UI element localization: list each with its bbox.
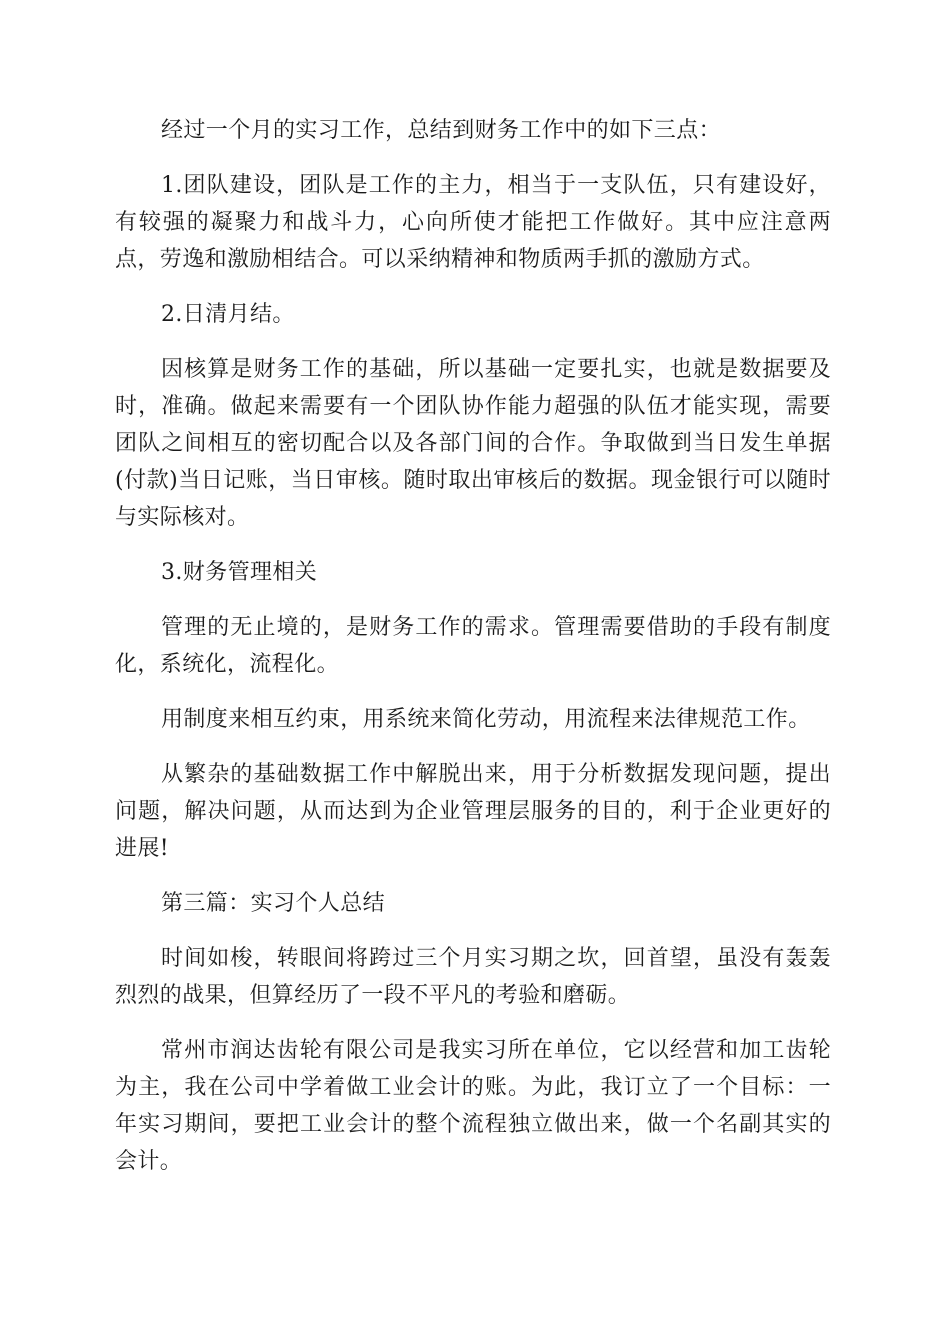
paragraph-part-3-body-2: 常州市润达齿轮有限公司是我实习所在单位，它以经营和加工齿轮为主，我在公司中学着做工业会计的账。为此，我订立了一个目标：一年实习期间，要把工业会计的整个流程独立做出来，做一个名副其实的会计。 — [115, 1038, 831, 1174]
paragraph-point-3-body-3: 从繁杂的基础数据工作中解脱出来，用于分析数据发现问题，提出问题，解决问题，从而达到为企业管理层服务的目的，利于企业更好的进展! — [115, 762, 831, 861]
document-body — [115, 112, 831, 1198]
section-heading-part-3: 第三篇：实习个人总结 — [161, 891, 386, 916]
paragraph-point-2-heading: 2.日清月结。 — [161, 302, 295, 327]
paragraph-point-2-body: 因核算是财务工作的基础，所以基础一定要扎实，也就是数据要及时，准确。做起来需要有一个团队协作能力超强的队伍才能实现，需要团队之间相互的密切配合以及各部门间的合作。争取做到当日发生单据(付款)当日记账，当日审核。随时取出审核后的数据。现金银行可以随时与实际核对。 — [115, 357, 831, 530]
paragraph-part-3-body-1: 时间如梭，转眼间将跨过三个月实习期之坎，回首望，虽没有轰轰烈烈的战果，但算经历了一段不平凡的考验和磨砺。 — [115, 946, 831, 1008]
paragraph-point-3-body-2: 用制度来相互约束，用系统来简化劳动，用流程来法律规范工作。 — [161, 707, 811, 732]
paragraph-point-3-body-1: 管理的无止境的，是财务工作的需求。管理需要借助的手段有制度化，系统化，流程化。 — [115, 615, 831, 677]
paragraph-intro: 经过一个月的实习工作，总结到财务工作中的如下三点： — [161, 118, 722, 143]
paragraph-point-1: 1.团队建设，团队是工作的主力，相当于一支队伍，只有建设好，有较强的凝聚力和战斗力，心向所使才能把工作做好。其中应注意两点，劳逸和激励相结合。可以采纳精神和物质两手抓的激励方式。 — [115, 173, 831, 272]
paragraph-point-3-heading: 3.财务管理相关 — [161, 560, 318, 585]
